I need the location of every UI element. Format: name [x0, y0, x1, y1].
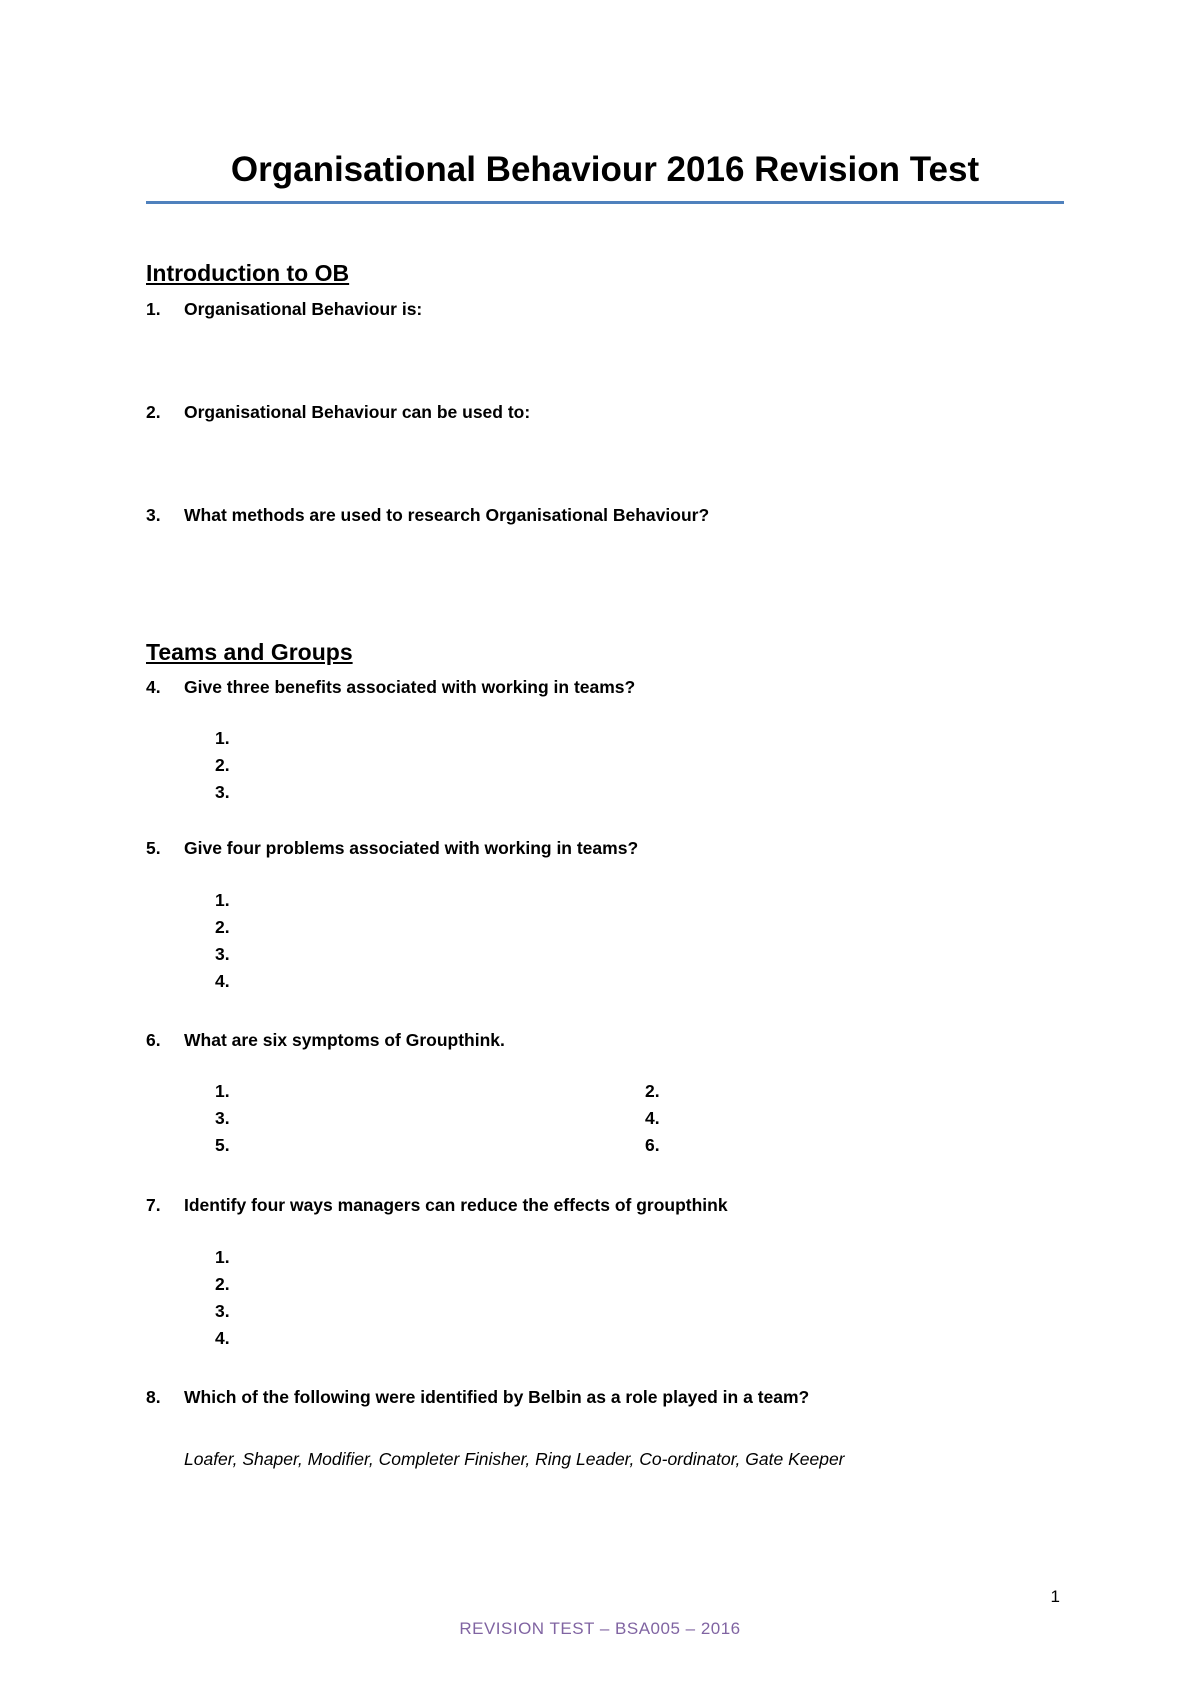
- question-text: Organisational Behaviour is:: [184, 299, 423, 319]
- question-6: [146, 1028, 505, 1052]
- answer-item: 6.: [645, 1135, 660, 1155]
- question-number: 7.: [146, 1195, 161, 1215]
- section-heading-intro: Introduction to OB: [146, 260, 350, 286]
- question-text: Which of the following were identified by Belbin as a role played in a team?: [184, 1387, 810, 1407]
- answer-item: 2.: [215, 917, 230, 937]
- answer-item: 2.: [215, 755, 230, 775]
- question-text: Organisational Behaviour can be used to:: [184, 402, 531, 422]
- answer-item: 3.: [215, 944, 230, 964]
- question-3: [146, 503, 709, 527]
- question-number: 6.: [146, 1030, 161, 1050]
- question-5: [146, 836, 638, 860]
- question-text: What methods are used to research Organisational Behaviour?: [184, 505, 710, 525]
- document-title: Organisational Behaviour 2016 Revision Test: [230, 150, 980, 189]
- page-number: 1: [1050, 1587, 1060, 1606]
- answer-item: 1.: [215, 1247, 230, 1267]
- question-2: [146, 400, 530, 424]
- answer-item: 1.: [215, 890, 230, 910]
- answer-item: 5.: [215, 1135, 230, 1155]
- question-text: Give three benefits associated with working in teams?: [184, 677, 636, 697]
- answer-item: 1.: [215, 1081, 230, 1101]
- question-7: [146, 1193, 728, 1217]
- question-1: [146, 297, 422, 321]
- question-number: 1.: [146, 299, 161, 319]
- question-text: Give four problems associated with working in teams?: [184, 838, 639, 858]
- answer-item: 4.: [645, 1108, 660, 1128]
- question-number: 2.: [146, 402, 161, 422]
- question-number: 5.: [146, 838, 161, 858]
- answer-item: 3.: [215, 782, 230, 802]
- answer-item: 1.: [215, 728, 230, 748]
- title-underline-rule: [146, 201, 1064, 204]
- question-number: 8.: [146, 1387, 161, 1407]
- page-footer: REVISION TEST – BSA005 – 2016: [459, 1619, 741, 1638]
- answer-item: 3.: [215, 1301, 230, 1321]
- question-text: What are six symptoms of Groupthink.: [184, 1030, 505, 1050]
- belbin-role-options: Loafer, Shaper, Modifier, Completer Finisher, Ring Leader, Co-ordinator, Gate Keeper: [184, 1449, 845, 1469]
- section-heading-teams: Teams and Groups: [146, 639, 353, 665]
- answer-item: 2.: [215, 1274, 230, 1294]
- answer-item: 4.: [215, 971, 230, 991]
- answer-item: 2.: [645, 1081, 660, 1101]
- answer-item: 4.: [215, 1328, 230, 1348]
- question-4: [146, 675, 635, 699]
- question-number: 4.: [146, 677, 161, 697]
- question-8: [146, 1385, 809, 1409]
- question-number: 3.: [146, 505, 161, 525]
- answer-item: 3.: [215, 1108, 230, 1128]
- question-text: Identify four ways managers can reduce the effects of groupthink: [184, 1195, 728, 1215]
